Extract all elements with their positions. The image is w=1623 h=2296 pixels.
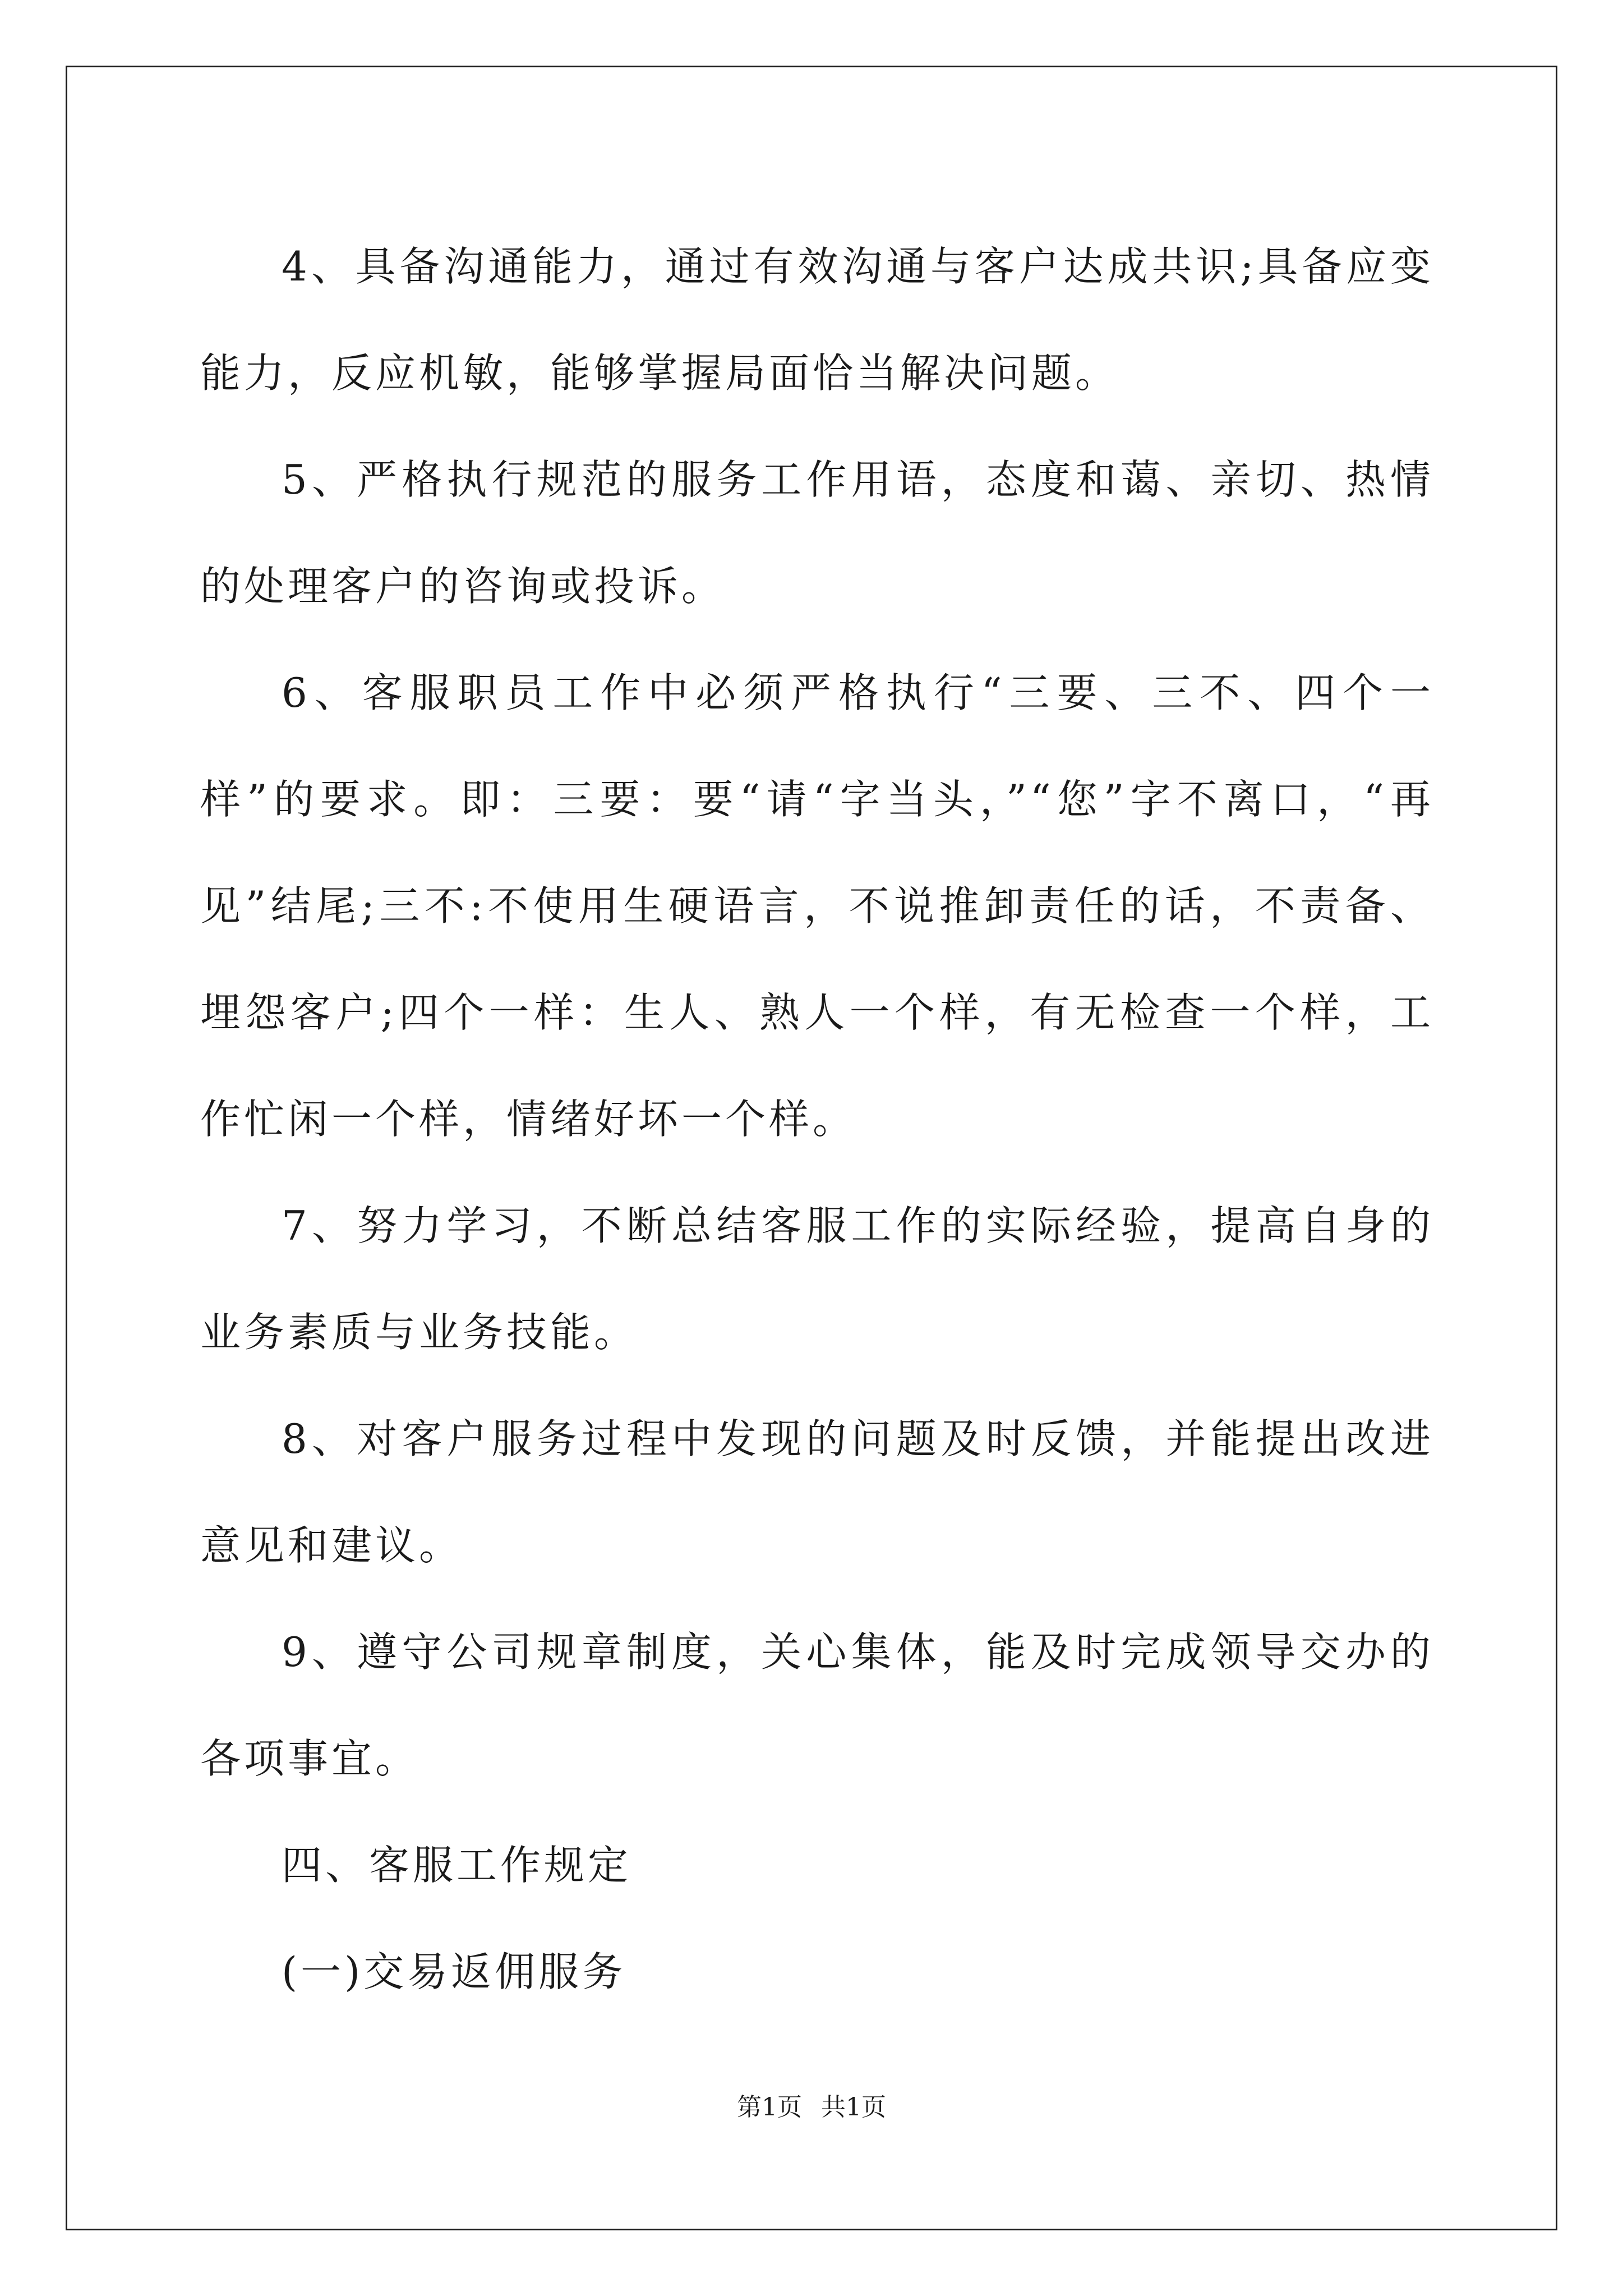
document-body <box>200 213 1434 2025</box>
paragraph-item-9: 9、遵守公司规章制度，关心集体，能及时完成领导交办的各项事宜。 <box>200 1628 1434 1782</box>
page-total: 共1页 <box>821 2093 886 2122</box>
paragraph-item-7: 7、努力学习，不断总结客服工作的实际经验，提高自身的业务素质与业务技能。 <box>200 1202 1434 1356</box>
page-footer <box>0 2087 1623 2123</box>
paragraph-item-4: 4、具备沟通能力，通过有效沟通与客户达成共识;具备应变能力，反应机敏，能够掌握局面恰当解决问题。 <box>200 243 1434 397</box>
paragraph-item-6: 6、客服职员工作中必须严格执行“三要、三不、四个一样”的要求。即：三要：要“请“字当头，”“您”字不离口，“再见”结尾;三不:不使用生硬语言，不说推卸责任的话，不责备、埋怨客户;四个一样：生人、熟人一个样，有无检查一个样，工作忙闲一个样，情绪好坏一个样。 <box>200 669 1434 1143</box>
paragraph-item-8: 8、对客户服务过程中发现的问题及时反馈，并能提出改进意见和建议。 <box>200 1415 1434 1569</box>
page-number: 第1页 <box>737 2093 802 2122</box>
section-heading: 四、客服工作规定 <box>282 1842 632 1889</box>
subsection-heading: (一)交易返佣服务 <box>282 1948 626 1995</box>
paragraph-item-5: 5、严格执行规范的服务工作用语，态度和蔼、亲切、热情的处理客户的咨询或投诉。 <box>200 456 1434 610</box>
